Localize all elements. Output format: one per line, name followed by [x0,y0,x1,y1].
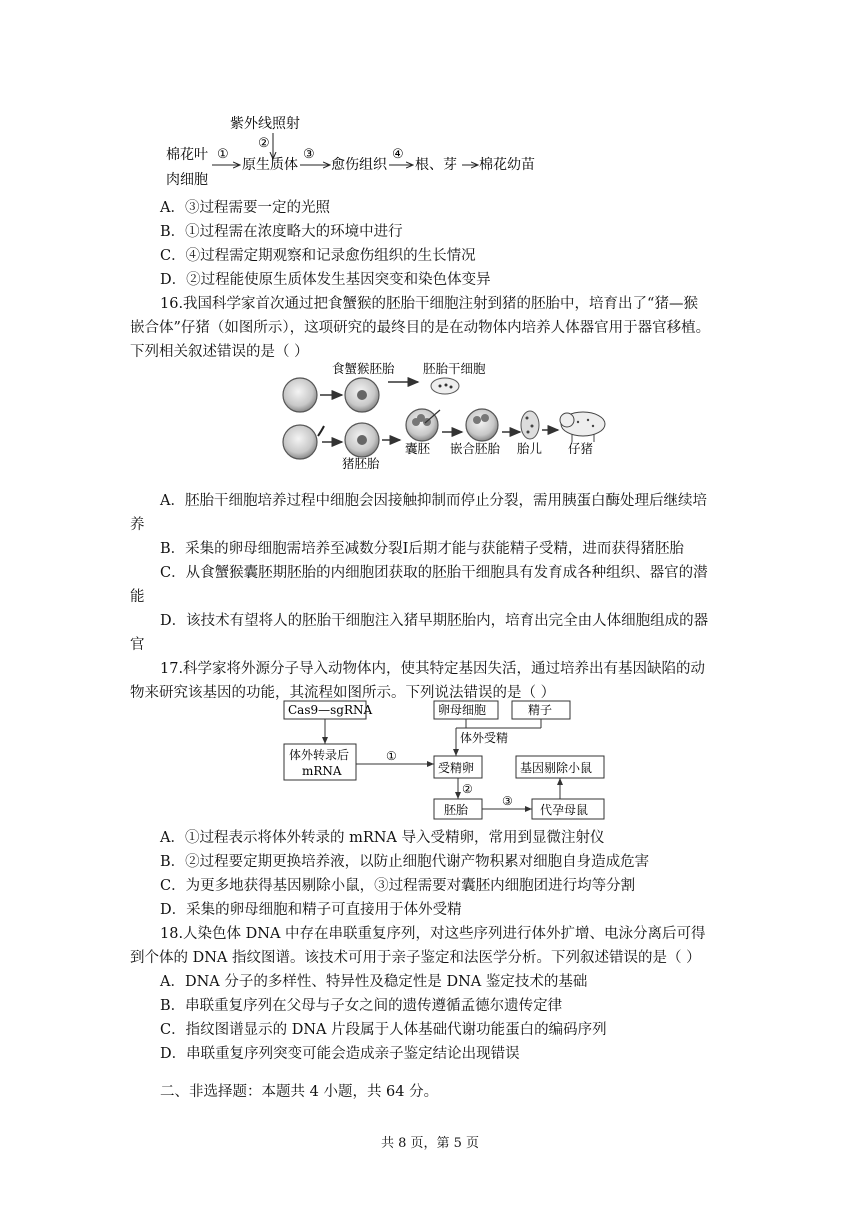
ivf-label: 体外受精 [460,731,509,745]
q18-option-d[interactable]: D．串联重复序列突变可能会造成亲子鉴定结论出现错误 [160,1046,520,1062]
blastocyst-label: 囊胚 [405,441,431,456]
q16-option-d[interactable]: D．该技术有望将人的胚胎干细胞注入猪早期胚胎内，培育出完全由人体细胞组成的器 [160,613,709,629]
step-1-label: ① [217,147,229,162]
q16-stem-line-2: 嵌合体”仔猪（如图所示），这项研究的最终目的是在动物体内培养人体器官用于器官移植。 [130,320,711,336]
sperm-box-label: 精子 [528,703,553,717]
monkey-oocyte-icon [283,378,317,412]
chimera-embryo-icon [466,409,498,441]
zygote-box-label: 受精卵 [438,761,475,775]
q16-option-a[interactable]: A．胚胎干细胞培养过程中细胞会因接触抑制而停止分裂，需用胰蛋白酶处理后继续培 [160,493,707,509]
q17-stem-line-1: 17.科学家将外源分子导入动物体内，使其特定基因失活，通过培养出有基因缺陷的动 [160,661,706,677]
q16-stem-line-3: 下列相关叙述错误的是（ ） [130,344,309,360]
knockout-mouse-box-label: 基因剔除小鼠 [520,761,593,775]
protoplast-label: 原生质体 [242,157,298,173]
page-footer: 共 8 页，第 5 页 [380,1136,480,1151]
q16-stem-line-1: 16.我国科学家首次通过把食蟹猴的胚胎干细胞注射到猪的胚胎中，培育出了“猪—猴 [160,296,698,312]
q18-option-c[interactable]: C．指纹图谱显示的 DNA 片段属于人体基础代谢功能蛋白的编码序列 [160,1022,607,1038]
piglet-label: 仔猪 [568,441,594,456]
q17-option-d[interactable]: D．采集的卵母细胞和精子可直接用于体外受精 [160,902,462,918]
uv-label: 紫外线照射 [230,116,300,132]
q16-option-b[interactable]: B．采集的卵母细胞需培养至减数分裂Ⅰ后期才能与获能精子受精，进而获得猪胚胎 [160,541,684,557]
seedling-label: 棉花幼苗 [479,157,535,173]
q17-option-c[interactable]: C．为更多地获得基因剔除小鼠，③过程需要对囊胚内细胞团进行均等分割 [160,878,636,894]
root-bud-label: 根、芽 [415,157,457,173]
chimera-embryo-label: 嵌合胚胎 [450,441,501,456]
stem-cell-label: 胚胎干细胞 [423,361,486,376]
callus-label: 愈伤组织 [331,157,387,173]
mrna-box-label-1: 体外转录后 [289,748,350,762]
q18-option-b[interactable]: B．串联重复序列在父母与子女之间的遗传遵循孟德尔遗传定律 [160,998,563,1014]
q18-stem-line-1: 18.人染色体 DNA 中存在串联重复序列，对这些序列进行体外扩增、电泳分离后可得 [160,926,706,942]
q16-option-a-cont: 养 [130,517,145,533]
section-heading: 二、非选择题：本题共 4 小题，共 64 分。 [160,1084,439,1100]
gene-knockout-flowchart [280,698,615,823]
q15-option-c[interactable]: C．④过程需定期观察和记录愈伤组织的生长情况 [160,248,476,264]
cas9-box-label: Cas9—sgRNA [288,703,373,717]
monkey-embryo-label: 食蟹猴胚胎 [332,361,395,376]
q17-option-a[interactable]: A．①过程表示将体外转录的 mRNA 导入受精卵，常用到显微注射仪 [160,830,605,846]
step-1-label: ① [386,749,397,763]
q15-option-d[interactable]: D．②过程能使原生质体发生基因突变和染色体变异 [160,272,491,288]
blastocyst-icon [406,409,438,441]
step-2-label: ② [258,136,270,151]
fetus-label: 胎儿 [517,441,543,456]
source-label-1: 棉花叶 [166,147,208,163]
q16-option-d-cont: 官 [130,637,145,653]
pig-embryo-label: 猪胚胎 [342,456,380,471]
step-4-label: ④ [392,147,404,162]
step-3-label: ③ [502,794,513,808]
step-3-label: ③ [303,147,315,162]
embryo-box-label: 胚胎 [444,803,469,817]
sperm-icon [318,426,324,436]
q18-stem-line-2: 到个体的 DNA 指纹图谱。该技术可用于亲子鉴定和法医学分析。下列叙述错误的是（ ） [130,950,701,966]
q17-stem-line-2: 物来研究该基因的功能，其流程如图所示。下列说法错误的是（ ） [130,685,556,701]
surrogate-box-label: 代孕母鼠 [540,803,589,817]
tissue-culture-flow-diagram [160,112,560,192]
fetus-icon [521,411,539,439]
step-2-label: ② [462,782,473,796]
q15-option-a[interactable]: A．③过程需要一定的光照 [160,200,330,216]
q18-option-a[interactable]: A．DNA 分子的多样性、特异性及稳定性是 DNA 鉴定技术的基础 [160,974,588,990]
mrna-box-label-2: mRNA [302,764,342,778]
oocyte-box-label: 卵母细胞 [438,703,487,717]
q15-option-b[interactable]: B．①过程需在浓度略大的环境中进行 [160,224,403,240]
q16-option-c-cont: 能 [130,589,145,605]
chimera-pig-diagram [280,360,610,478]
pig-oocyte-icon [283,425,317,459]
piglet-icon [560,412,605,442]
q17-option-b[interactable]: B．②过程要定期更换培养液，以防止细胞代谢产物积累对细胞自身造成危害 [160,854,650,870]
source-label-2: 肉细胞 [166,172,208,188]
q16-option-c[interactable]: C．从食蟹猴囊胚期胚胎的内细胞团获取的胚胎干细胞具有发育成各种组织、器官的潜 [160,565,708,581]
